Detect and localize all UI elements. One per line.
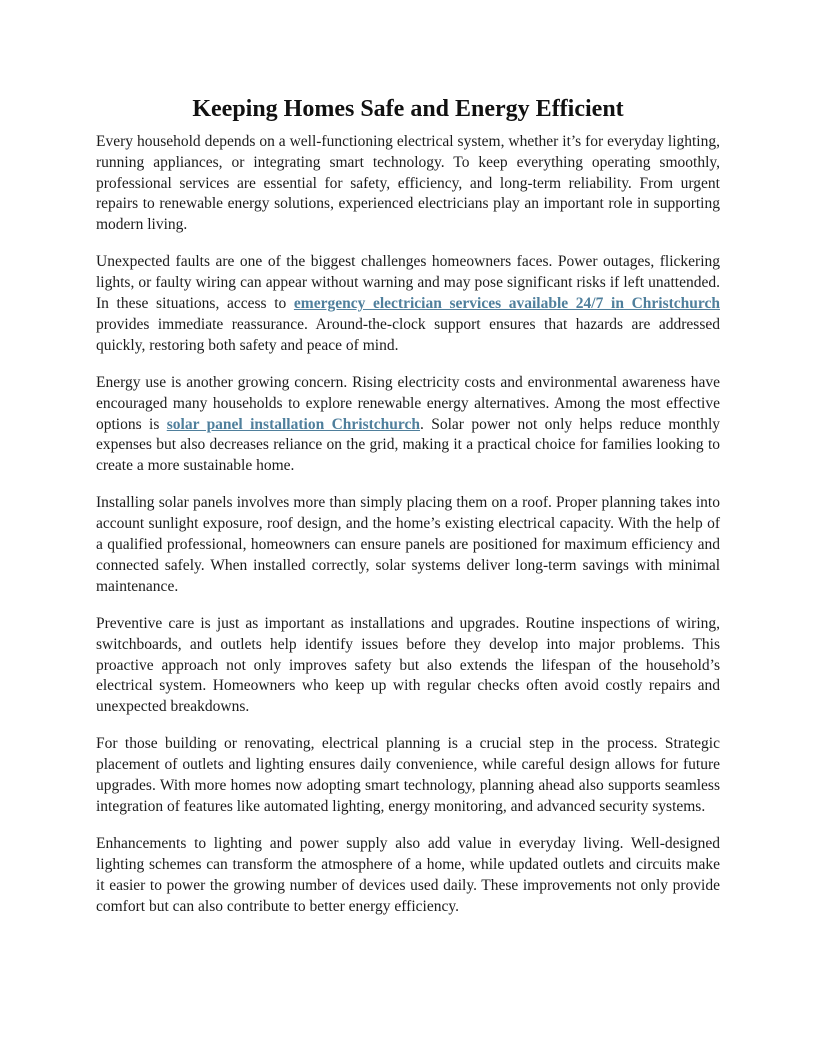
paragraph-enhancements: Enhancements to lighting and power supply also add value in everyday living. Well-designed lighting schemes can transform the atmosphere of a home, while updated outlets and circuits make it easier to power the growing number of devices used daily. These improvements not only provide comfort but can also contribute to better energy efficiency. <box>96 835 720 915</box>
paragraph-intro: Every household depends on a well-functioning electrical system, whether it’s for everyday lighting, running appliances, or integrating smart technology. To keep everything operating smoothly, professional services are essential for safety, efficiency, and long-term reliability. From urgent repairs to renewable energy solutions, experienced electricians play an important role in supporting modern living. <box>96 133 720 234</box>
paragraph-electrical-planning: For those building or renovating, electrical planning is a crucial step in the process. Strategic placement of outlets and lighting ensures daily convenience, while careful design allows for future upgrades. With more homes now adopting smart technology, planning ahead also supports seamless integration of features like automated lighting, energy monitoring, and advanced security systems. <box>96 735 720 815</box>
document-page <box>96 92 720 934</box>
paragraph-emergency <box>96 252 720 356</box>
paragraph-energy <box>96 373 720 477</box>
paragraph-text: provides immediate reassurance. Around-the-clock support ensures that hazards are addressed quickly, restoring both safety and peace of mind. <box>96 315 720 354</box>
paragraph-solar-planning: Installing solar panels involves more than simply placing them on a roof. Proper planning takes into account sunlight exposure, roof design, and the home’s existing electrical capacity. With the help of a qualified professional, homeowners can ensure panels are positioned for maximum efficiency and connected safely. When installed correctly, solar systems deliver long-term savings with minimal maintenance. <box>96 494 720 595</box>
page-title: Keeping Homes Safe and Energy Efficient <box>192 96 624 122</box>
paragraph-text: Unexpected faults are one of the biggest challenges homeowners faces. Power outages, flickering lights, or faulty wiring can appear without warning and may pose significant risks if left unattended. In these situations, access to <box>96 253 720 313</box>
paragraph-text: . Solar power not only helps reduce monthly expenses but also decreases reliance on the grid, making it a practical choice for families looking to create a more sustainable home. <box>96 415 720 475</box>
emergency-electrician-link[interactable]: emergency electrician services available 24/7 in Christchurch <box>293 295 720 313</box>
solar-installation-link[interactable]: solar panel installation Christchurch <box>166 415 420 433</box>
paragraph-text: Energy use is another growing concern. Rising electricity costs and environmental awareness have encouraged many households to explore renewable energy alternatives. Among the most effective options is <box>96 373 720 433</box>
paragraph-preventive-care: Preventive care is just as important as installations and upgrades. Routine inspections of wiring, switchboards, and outlets help identify issues before they develop into major problems. This proactive approach not only improves safety but also extends the lifespan of the household’s electrical system. Homeowners who keep up with regular checks often avoid costly repairs and unexpected breakdowns. <box>96 614 720 716</box>
